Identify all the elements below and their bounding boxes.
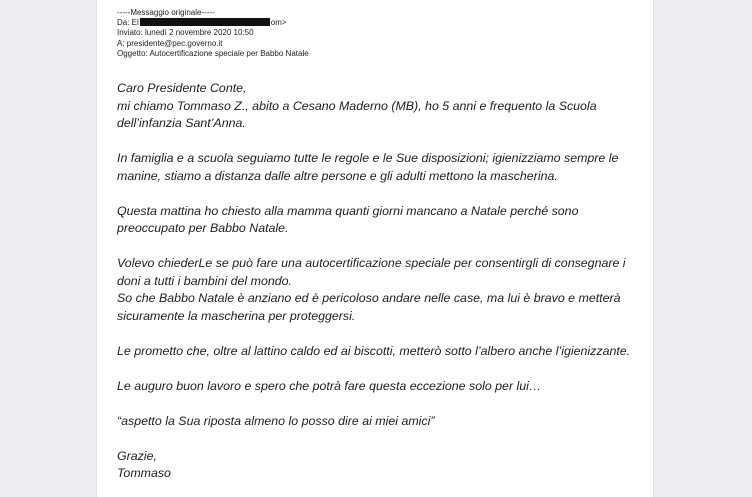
email-header: [117, 8, 309, 59]
letter-closing: Grazie,: [117, 448, 157, 463]
to-line: A: presidente@pec.governo.it: [117, 38, 223, 48]
subject-line: Oggetto: Autocertificazione speciale per Babbo Natale: [117, 48, 309, 58]
letter-paragraph-worry: Questa mattina ho chiesto alla mamma quanti giorni mancano a Natale perché sono preoccupato per Babbo Natale.: [117, 203, 579, 235]
original-message-marker: -----Messaggio originale-----: [117, 8, 215, 17]
from-address-suffix: om>: [270, 18, 287, 28]
letter-paragraph-request: Volevo chiederLe se può fare una autocertificazione speciale per consentirgli di consegnare i doni a tutti i bambini del mondo.: [117, 256, 626, 288]
letter-paragraph-rules: In famiglia e a scuola seguiamo tutte le regole e le Sue disposizioni; igienizziamo sempre le manine, stiamo a distanza dalle altre persone e gli adulti mettono la mascherina.: [117, 151, 619, 183]
letter-paragraph-mask: So che Babbo Natale è anziano ed è pericoloso andare nelle case, ma lui è bravo e metterà sicuramente la mascherina per proteggersi.: [117, 291, 621, 323]
letter-greeting: Caro Presidente Conte,: [117, 81, 247, 95]
from-line: [117, 18, 309, 28]
letter-paragraph-promise: Le prometto che, oltre al lattino caldo ed ai biscotti, metterò sotto l’albero anche l’igienizzante.: [117, 343, 631, 358]
letter-paragraph-wishes: Le auguro buon lavoro e spero che potrà fare questa eccezione solo per lui…: [117, 378, 542, 393]
letter-paragraph-intro: mi chiamo Tommaso Z., abito a Cesano Maderno (MB), ho 5 anni e frequento la Scuola dell’infanzia Sant’Anna.: [117, 98, 597, 130]
from-address-prefix: El: [131, 18, 139, 28]
letter-body: [117, 80, 642, 483]
sent-line: Inviato: lunedì 2 novembre 2020 10:50: [117, 28, 254, 38]
from-label: Da:: [117, 18, 132, 28]
letter-paragraph-quote: “aspetto la Sua riposta almeno lo posso dire ai miei amici”: [117, 413, 435, 428]
redaction-bar: [140, 18, 270, 26]
letter-signature: Tommaso: [117, 466, 171, 480]
email-document: [97, 0, 653, 497]
